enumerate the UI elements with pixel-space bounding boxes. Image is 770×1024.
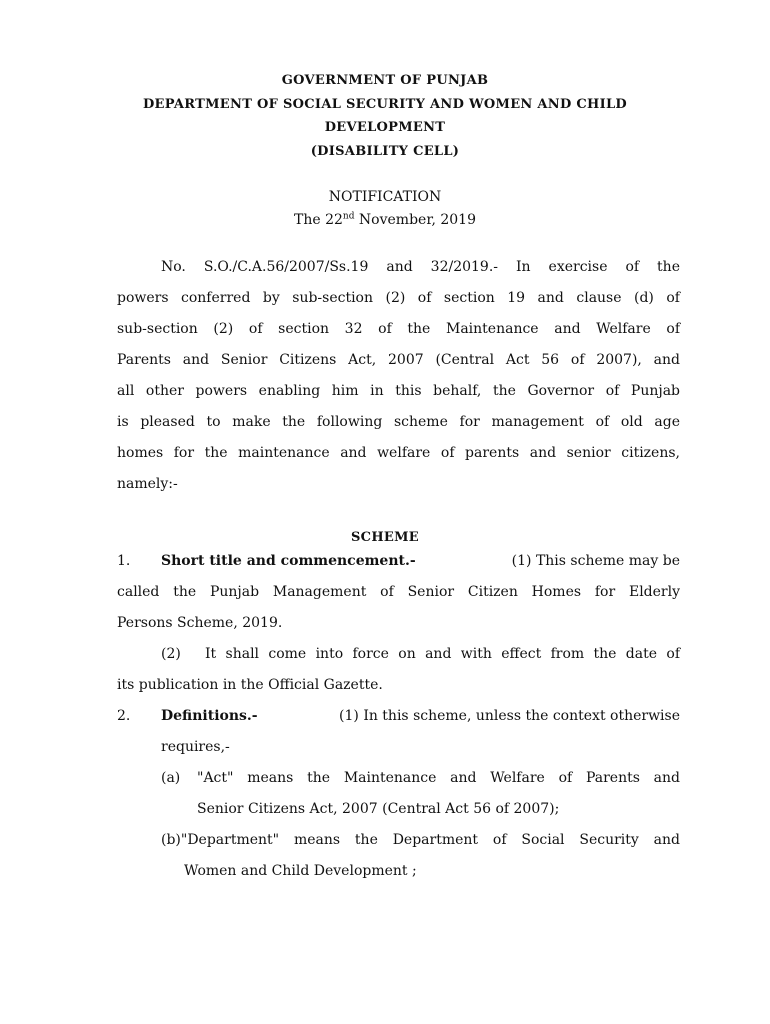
preamble-line: powers conferred by sub-section (2) of section 19 and clause (d) of	[117, 290, 680, 306]
date-suffix: November, 2019	[354, 212, 476, 228]
header-government: GOVERNMENT OF PUNJAB	[281, 73, 489, 88]
notification-date	[0, 212, 770, 228]
preamble-line: No. S.O./C.A.56/2007/Ss.19 and 32/2019.- In exercise of the	[161, 259, 680, 275]
header-cell: (DISABILITY CELL)	[310, 144, 460, 159]
clause1-first-line	[161, 553, 680, 569]
date-prefix: The 22	[294, 212, 343, 228]
clause1-line: called the Punjab Management of Senior Citizen Homes for Elderly	[117, 584, 680, 600]
clause-number: 1.	[117, 553, 131, 569]
clause1-sub2-second: its publication in the Official Gazette.	[117, 677, 383, 693]
header-department: DEPARTMENT OF SOCIAL SECURITY AND WOMEN AND CHILD	[142, 97, 628, 112]
clause2-heading: Definitions.-	[161, 708, 258, 724]
item-a-first: "Act" means the Maintenance and Welfare of Parents and	[197, 770, 680, 786]
preamble-line: namely:-	[117, 476, 178, 492]
preamble-line: homes for the maintenance and welfare of parents and senior citizens,	[117, 445, 680, 461]
preamble-line: sub-section (2) of section 32 of the Maintenance and Welfare of	[117, 321, 680, 337]
clause2-first-line	[161, 708, 680, 724]
clause2-second-line: requires,-	[161, 739, 230, 755]
header-department-cont: DEVELOPMENT	[324, 120, 446, 135]
item-a-second: Senior Citizens Act, 2007 (Central Act 56 of 2007);	[197, 801, 560, 817]
scheme-heading: SCHEME	[350, 530, 420, 545]
clause1-first-line-rest: (1) This scheme may be	[511, 553, 680, 569]
clause1-sub2-first: It shall come into force on and with effect from the date of	[205, 646, 680, 662]
clause-number: 2.	[117, 708, 131, 724]
clause2-first-line-rest: (1) In this scheme, unless the context otherwise	[339, 708, 680, 724]
item-b-second: Women and Child Development ;	[184, 863, 417, 879]
notification-title: NOTIFICATION	[328, 189, 442, 205]
clause1-line: Persons Scheme, 2019.	[117, 615, 283, 631]
date-superscript: nd	[342, 211, 355, 222]
preamble-line: is pleased to make the following scheme for management of old age	[117, 414, 680, 430]
clause1-heading: Short title and commencement.-	[161, 553, 416, 569]
preamble-line: all other powers enabling him in this behalf, the Governor of Punjab	[117, 383, 680, 399]
item-b-first: (b)"Department" means the Department of Social Security and	[161, 832, 680, 848]
item-a-label: (a)	[161, 770, 181, 786]
preamble-line: Parents and Senior Citizens Act, 2007 (Central Act 56 of 2007), and	[117, 352, 680, 368]
clause1-sub2-label: (2)	[161, 646, 181, 662]
